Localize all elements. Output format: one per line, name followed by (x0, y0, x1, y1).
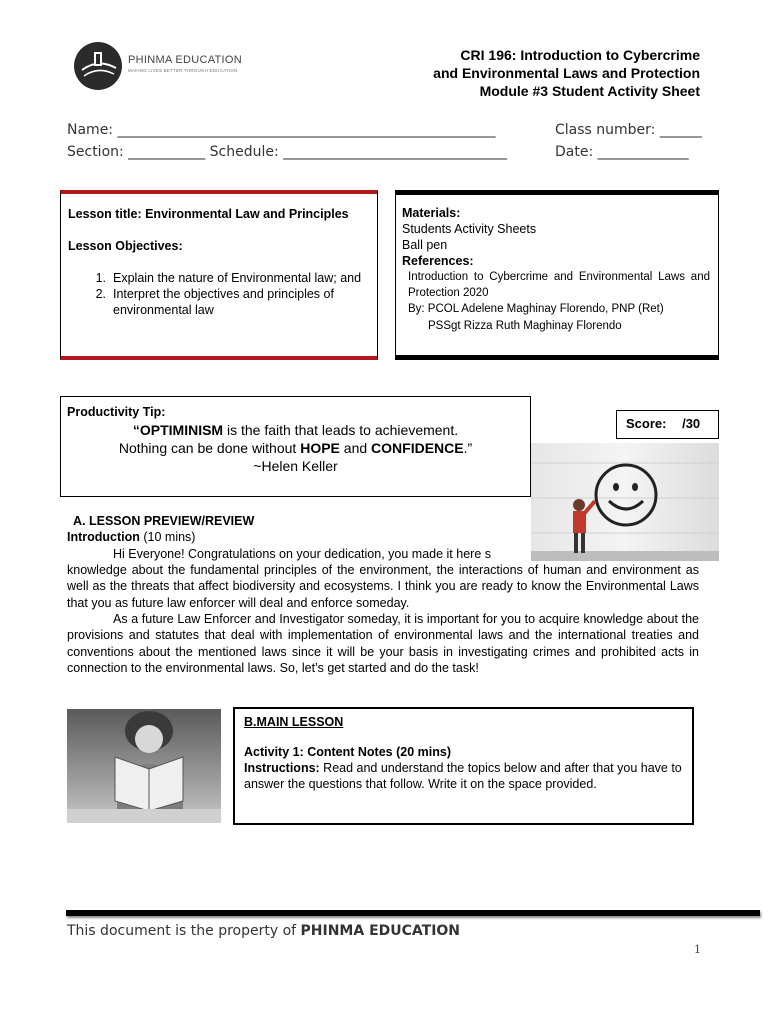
section-schedule-field[interactable]: Section: ___________ Schedule: ________________________________ (67, 144, 508, 160)
introduction-label (67, 530, 195, 544)
intro-paragraph-2: As a future Law Enforcer and Investigator someday, it is important for you to acquire knowledge about the provisions and statutes that deal with implementation of environmental laws and the international treaties and conventions about the mentioned laws since it will be your basis in investigating crimes and prohibited acts in connection to the environmental laws. So, let’s get started and do the task! (67, 612, 699, 676)
main-lesson-heading: B.MAIN LESSON (244, 715, 344, 729)
objective-text: Explain the nature of Environmental law; and (113, 271, 362, 285)
score-box (616, 410, 719, 439)
tip-quote-line2 (67, 439, 524, 457)
intro-label: Introduction (67, 530, 140, 544)
objective-item (68, 270, 369, 286)
objectives-heading: Lesson Objectives: (68, 239, 183, 253)
tip-heading: Productivity Tip: (67, 405, 166, 419)
quote-text: is the faith that leads to achievement. (223, 422, 459, 438)
date-field[interactable]: Date: _____________ (555, 144, 689, 160)
activity-title: Activity 1: Content Notes (20 mins) (244, 745, 451, 759)
smiley-wall-photo (531, 443, 719, 561)
instructions-label: Instructions: (244, 761, 320, 775)
student-reading-photo (67, 709, 221, 823)
main-lesson-box (233, 707, 694, 825)
class-number-field[interactable]: Class number: ______ (555, 122, 702, 138)
confidence-word: CONFIDENCE (371, 440, 464, 456)
tip-quote-line1 (67, 421, 524, 439)
instructions-text (244, 760, 683, 792)
productivity-tip-box (60, 396, 531, 497)
logo-name: PHINMA EDUCATION (128, 54, 242, 66)
material-item: Students Activity Sheets (402, 222, 537, 236)
references-heading: References: (402, 254, 474, 268)
reference-authors-2: PSSgt Rizza Ruth Maghinay Florendo (428, 320, 622, 332)
quote-text: Nothing can be done without (118, 440, 301, 456)
objective-text: Interpret the objectives and principles of environmental law (113, 287, 334, 317)
intro-paragraph-1: knowledge about the fundamental principles of the environment, the interactions of human and environment as well as the threats that affect biodiversity and ecosystems. I think you are ready to know the Environmental Laws that you as future law enforcer will deal and enforce someday. (67, 563, 699, 610)
score-total: /30 (682, 416, 701, 431)
phinma-emblem-icon (72, 40, 128, 92)
footer-ownership (67, 923, 460, 939)
intro-time: (10 mins) (139, 530, 196, 544)
name-field[interactable]: Name: ______________________________________________________ (67, 122, 496, 138)
instructions-body: Read and understand the topics below and after that you have to answer the questions that follow. Write it on the space provided. (244, 761, 682, 791)
section-a-heading: A. LESSON PREVIEW/REVIEW (73, 514, 255, 528)
objective-number: 2. (95, 287, 106, 301)
module-title: Module #3 Student Activity Sheet (479, 83, 700, 99)
logo-tagline: MAKING LIVES BETTER THROUGH EDUCATION (128, 68, 238, 73)
footer-text: This document is the property of (67, 923, 301, 939)
course-title-line2: and Environmental Laws and Protection (433, 65, 700, 81)
hope-word: HOPE (300, 440, 340, 456)
reference-authors-1: By: PCOL Adelene Maghinay Florendo, PNP (Ret) (408, 303, 664, 315)
footer-brand: PHINMA EDUCATION (300, 923, 461, 939)
quote-text: .” (463, 440, 473, 456)
quote-author: ~Helen Keller (253, 458, 338, 474)
footer-rule (66, 910, 760, 916)
intro-paragraph-line1: Hi Everyone! Congratulations on your dedication, you made it here s (113, 547, 491, 561)
objective-number: 1. (95, 271, 106, 285)
optimism-word: “OPTIMINISM (132, 422, 224, 438)
quote-text: and (339, 440, 372, 456)
page-number: 1 (694, 943, 701, 956)
objective-item (68, 286, 369, 318)
material-item: Ball pen (402, 238, 448, 252)
phinma-logo (72, 40, 252, 92)
lesson-title: Lesson title: Environmental Law and Principles (68, 207, 349, 221)
materials-heading: Materials: (402, 206, 461, 220)
reference-text: Introduction to Cybercrime and Environmental Laws and Protection 2020 (408, 271, 710, 299)
materials-box (395, 190, 719, 360)
lesson-box (60, 190, 378, 360)
course-title-line1: CRI 196: Introduction to Cybercrime (460, 47, 700, 63)
score-label: Score: (626, 416, 667, 431)
